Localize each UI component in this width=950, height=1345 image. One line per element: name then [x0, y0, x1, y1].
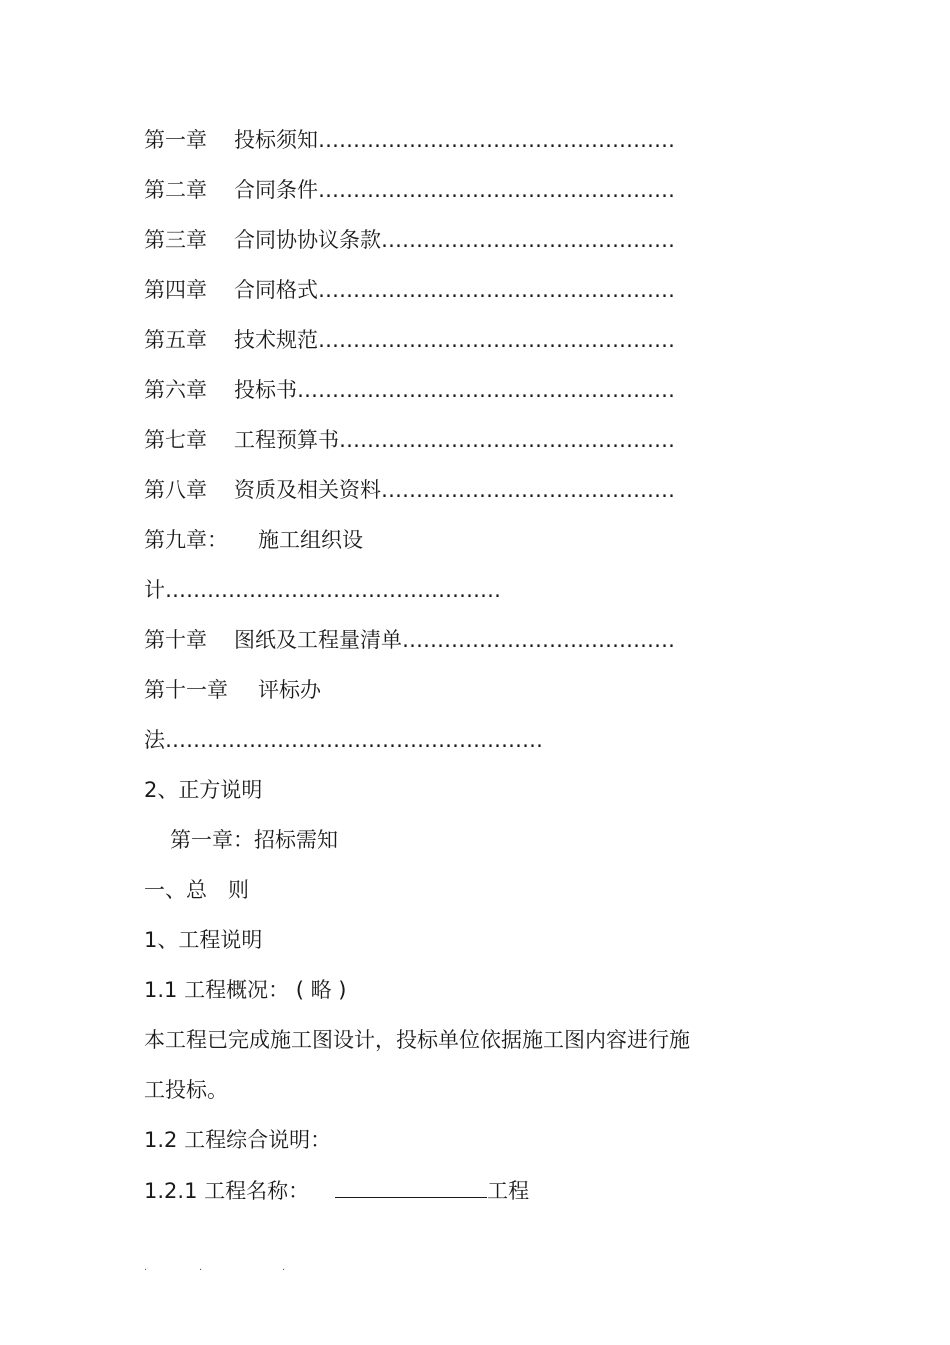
toc-row — [144, 225, 736, 255]
paragraph-line: 工投标。 — [144, 1078, 228, 1102]
toc-row — [144, 175, 736, 205]
toc-title: 投标须知 — [234, 128, 318, 152]
toc-leader: ………………………………… — [402, 628, 675, 652]
toc-chapter: 第六章 — [144, 378, 207, 402]
toc-title: 图纸及工程量清单 — [234, 628, 402, 652]
subsection-heading: 1.1 工程概况： ( 略 ) — [144, 978, 347, 1002]
toc-row — [144, 475, 736, 505]
toc-leader: ……………………………………………… — [297, 378, 675, 402]
paragraph-line: 本工程已完成施工图设计，投标单位依据施工图内容进行施 — [144, 1028, 690, 1052]
toc-chapter: 第三章 — [144, 228, 207, 252]
toc-leader: …………………………………………… — [318, 128, 675, 152]
toc-title: 施工组织设 — [258, 528, 363, 552]
project-name-line — [144, 1175, 529, 1206]
toc-chapter: 第七章 — [144, 428, 207, 452]
footer-dot: . — [144, 1262, 148, 1273]
toc-leader: …………………………………………… — [318, 178, 675, 202]
toc-chapter: 第九章： — [144, 528, 228, 552]
subsection-heading: 1.2 工程综合说明： — [144, 1128, 332, 1152]
toc-title: 合同条件 — [234, 178, 318, 202]
toc-chapter: 第四章 — [144, 278, 207, 302]
toc-row — [144, 375, 736, 405]
toc-chapter: 第五章 — [144, 328, 207, 352]
toc-row-ch11-cont: 法……………………………………………… — [144, 728, 543, 752]
toc-row-ch9 — [144, 525, 363, 555]
toc-row — [144, 275, 736, 305]
toc-row — [144, 325, 736, 355]
subsection-heading: 1、工程说明 — [144, 928, 263, 952]
footer-dot: . — [199, 1262, 203, 1273]
toc-title: 工程预算书 — [234, 428, 339, 452]
section-heading: 2、正方说明 — [144, 778, 263, 802]
toc-leader: …………………………………………… — [318, 328, 675, 352]
toc-chapter: 第二章 — [144, 178, 207, 202]
chapter-heading: 第一章：招标需知 — [170, 828, 338, 852]
toc-leader: …………………………………… — [381, 478, 675, 502]
toc-row-ch11 — [144, 675, 321, 705]
toc-row — [144, 425, 736, 455]
footer-dot: . — [282, 1262, 286, 1273]
section-heading: 一、总 则 — [144, 878, 249, 902]
toc-title: 投标书 — [234, 378, 297, 402]
toc-leader: …………………………………… — [381, 228, 675, 252]
toc-row-ch9-cont: 计………………………………………… — [144, 578, 501, 602]
toc-title: 资质及相关资料 — [234, 478, 381, 502]
toc-row — [144, 125, 736, 155]
toc-leader: …………………………………………… — [318, 278, 675, 302]
project-name-blank — [335, 1175, 487, 1198]
toc-chapter: 第十章 — [144, 628, 207, 652]
toc-chapter: 第八章 — [144, 478, 207, 502]
toc-title: 评标办 — [258, 678, 321, 702]
field-suffix: 工程 — [487, 1179, 530, 1203]
toc-chapter: 第一章 — [144, 128, 207, 152]
toc-leader: ………………………………………… — [339, 428, 675, 452]
toc-title: 合同协协议条款 — [234, 228, 381, 252]
toc-title: 合同格式 — [234, 278, 318, 302]
toc-row — [144, 625, 736, 655]
field-label: 1.2.1 工程名称： — [144, 1179, 310, 1203]
toc-chapter: 第十一章 — [144, 678, 228, 702]
toc-title: 技术规范 — [234, 328, 318, 352]
